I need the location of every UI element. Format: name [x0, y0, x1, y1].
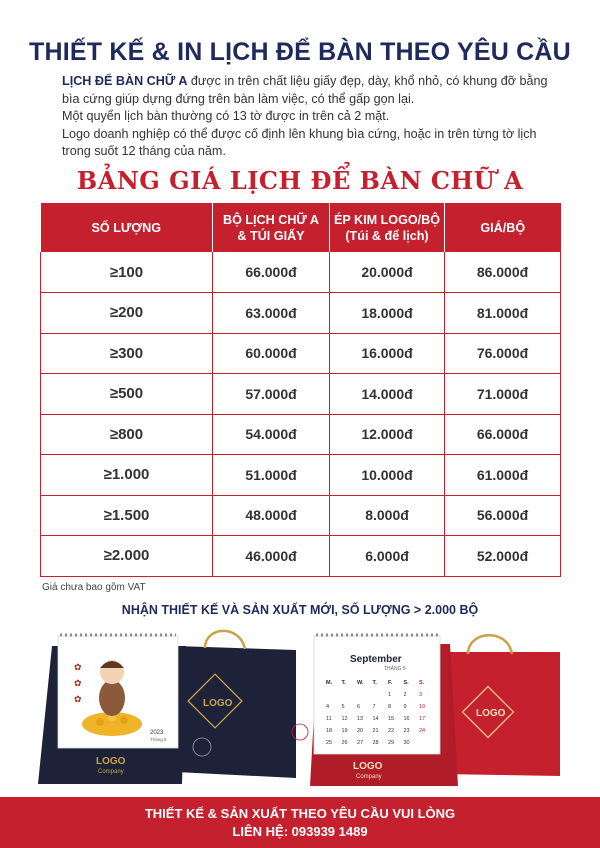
- calendar-weekday: S.: [419, 680, 425, 686]
- price-per-set-cell: 61.000đ: [445, 455, 561, 496]
- calendar-set-price-cell: 60.000đ: [213, 333, 330, 374]
- svg-text:✿: ✿: [74, 695, 82, 705]
- calendar-set-price-cell: 51.000đ: [213, 455, 330, 496]
- calendar-weekday: T.: [372, 680, 377, 686]
- qty-cell: ≥2.000: [41, 536, 213, 577]
- calendar-day: 11: [326, 716, 332, 722]
- foil-logo-price-cell: 14.000đ: [330, 374, 445, 415]
- svg-text:✿: ✿: [74, 679, 82, 689]
- right-calendar-company: Company: [356, 774, 382, 780]
- calendar-set-price-cell: 66.000đ: [213, 252, 330, 293]
- foil-logo-price-cell: 16.000đ: [330, 333, 445, 374]
- calendar-day: 14: [372, 716, 379, 722]
- calendar-day: 25: [326, 740, 333, 746]
- calendar-day: 23: [403, 728, 410, 734]
- left-calendar-month: Tháng 6: [150, 737, 167, 742]
- left-calendar-logo: LOGO: [96, 756, 126, 767]
- calendar-day: 20: [357, 728, 364, 734]
- calendar-day: 7: [372, 704, 376, 710]
- calendar-day: 2: [403, 692, 407, 698]
- qty-cell: ≥1.000: [41, 455, 213, 496]
- right-calendar-logo: LOGO: [353, 761, 383, 772]
- price-table-body: [41, 252, 561, 576]
- calendar-day: 8: [388, 704, 392, 710]
- qty-cell: ≥100: [41, 252, 213, 293]
- calendar-day: 27: [357, 740, 364, 746]
- calendar-day: 29: [388, 740, 395, 746]
- header-foil-logo: [330, 203, 445, 252]
- qty-cell: ≥1.500: [41, 495, 213, 536]
- price-row: [41, 293, 561, 334]
- right-desk-calendar: [292, 635, 458, 786]
- footer-banner: [0, 797, 600, 848]
- calendar-set-price-cell: 63.000đ: [213, 293, 330, 334]
- page-title: THIẾT KẾ & IN LỊCH ĐỂ BÀN THEO YÊU CẦU: [29, 38, 571, 66]
- qty-cell: ≥200: [41, 293, 213, 334]
- product-illustrations: [0, 622, 600, 792]
- price-per-set-cell: 76.000đ: [445, 333, 561, 374]
- price-per-set-cell: 71.000đ: [445, 374, 561, 415]
- intro-line-1-rest: được in trên chất liệu giấy đẹp, dày, khổ nhỏ, có khung đỡ bằng bìa cứng giúp dựng đứng trên bàn làm việc, có thể gấp gọn lại.: [62, 74, 548, 106]
- price-per-set-cell: 86.000đ: [445, 252, 561, 293]
- qty-cell: ≥300: [41, 333, 213, 374]
- calendar-weekday: M.: [326, 680, 333, 686]
- right-bag-logo: LOGO: [476, 708, 506, 719]
- header-calendar-set-line1: BỘ LỊCH CHỮ A: [222, 212, 320, 227]
- calendar-day: 17: [419, 716, 426, 722]
- price-row: [41, 495, 561, 536]
- calendar-day: 28: [372, 740, 379, 746]
- price-per-set-cell: 52.000đ: [445, 536, 561, 577]
- calendar-set-price-cell: 54.000đ: [213, 414, 330, 455]
- calendar-set-price-cell: 46.000đ: [213, 536, 330, 577]
- header-foil-logo-line1: ÉP KIM LOGO/BỘ: [333, 212, 441, 227]
- price-row: [41, 455, 561, 496]
- calendar-day: 16: [403, 716, 410, 722]
- footer-contact: LIÊN HỆ: 093939 1489: [232, 824, 368, 839]
- calendar-weekday: W.: [357, 680, 364, 686]
- vat-note: Giá chưa bao gồm VAT: [42, 582, 146, 593]
- foil-logo-price-cell: 20.000đ: [330, 252, 445, 293]
- price-row: [41, 252, 561, 293]
- price-per-set-cell: 81.000đ: [445, 293, 561, 334]
- price-row: [41, 536, 561, 577]
- header-foil-logo-line2: (Túi & để lịch): [345, 228, 429, 243]
- qty-cell: ≥800: [41, 414, 213, 455]
- calendar-day: 13: [357, 716, 364, 722]
- header-price-per-set: GIÁ/BỘ: [445, 203, 561, 252]
- calendar-day: 4: [326, 704, 330, 710]
- calendar-day: 1: [388, 692, 392, 698]
- intro-line-2: Một quyển lịch bàn thường có 13 tờ được in trên cả 2 mặt.: [62, 109, 390, 123]
- calendar-set-price-cell: 57.000đ: [213, 374, 330, 415]
- intro-line-1: [62, 73, 562, 108]
- calendar-day: 24: [419, 728, 426, 734]
- intro-line-3: Logo doanh nghiệp có thể được cố định lên khung bìa cứng, hoặc in trên từng tờ lịch trong suốt 12 tháng của năm.: [62, 126, 537, 158]
- foil-logo-price-cell: 8.000đ: [330, 495, 445, 536]
- foil-logo-price-cell: 6.000đ: [330, 536, 445, 577]
- calendar-day: 30: [403, 740, 410, 746]
- right-calendar-month: September: [350, 654, 402, 665]
- calendar-weekday: T.: [341, 680, 346, 686]
- calendar-day: 19: [341, 728, 348, 734]
- calendar-set-price-cell: 48.000đ: [213, 495, 330, 536]
- left-calendar-company: Company: [98, 769, 124, 775]
- qty-cell: ≥500: [41, 374, 213, 415]
- header-quantity: SỐ LƯỢNG: [41, 203, 213, 252]
- calendar-day: 26: [341, 740, 348, 746]
- price-per-set-cell: 56.000đ: [445, 495, 561, 536]
- calendar-weekday: S.: [403, 680, 409, 686]
- calendar-day: 10: [419, 704, 426, 710]
- price-row: [41, 333, 561, 374]
- left-desk-calendar: [38, 635, 186, 784]
- header-calendar-set: [213, 203, 330, 252]
- bulk-notice: NHẬN THIẾT KẾ VÀ SẢN XUẤT MỚI, SỐ LƯỢNG > 2.000 BỘ: [121, 603, 479, 617]
- foil-logo-price-cell: 18.000đ: [330, 293, 445, 334]
- foil-logo-price-cell: 12.000đ: [330, 414, 445, 455]
- left-calendar-year: 2023: [150, 730, 164, 736]
- intro-text: [62, 73, 562, 161]
- calendar-day: 3: [419, 692, 423, 698]
- calendar-day: 9: [403, 704, 407, 710]
- calendar-weekday: F.: [388, 680, 393, 686]
- price-table-header: [41, 203, 561, 252]
- intro-bold-lead: LỊCH ĐỂ BÀN CHỮ A: [62, 74, 188, 88]
- price-row: [41, 374, 561, 415]
- right-calendar-month-sub: THÁNG 9: [384, 666, 406, 672]
- calendar-day: 18: [326, 728, 333, 734]
- price-table-title: BẢNG GIÁ LỊCH ĐỂ BÀN CHỮ A: [76, 166, 524, 195]
- price-table: [40, 203, 561, 577]
- header-calendar-set-line2: & TÚI GIẤY: [237, 228, 305, 243]
- svg-text:✿: ✿: [74, 663, 82, 673]
- calendar-day: 12: [341, 716, 348, 722]
- calendar-day: 22: [388, 728, 395, 734]
- price-per-set-cell: 66.000đ: [445, 414, 561, 455]
- left-gift-bag: [170, 631, 296, 778]
- calendar-day: 15: [388, 716, 395, 722]
- price-row: [41, 414, 561, 455]
- left-bag-logo: LOGO: [203, 698, 233, 709]
- calendar-day: 21: [372, 728, 379, 734]
- calendar-day: 5: [341, 704, 345, 710]
- foil-logo-price-cell: 10.000đ: [330, 455, 445, 496]
- calendar-day: 6: [357, 704, 361, 710]
- footer-line-1: THIẾT KẾ & SẢN XUẤT THEO YÊU CẦU VUI LÒNG: [144, 806, 456, 821]
